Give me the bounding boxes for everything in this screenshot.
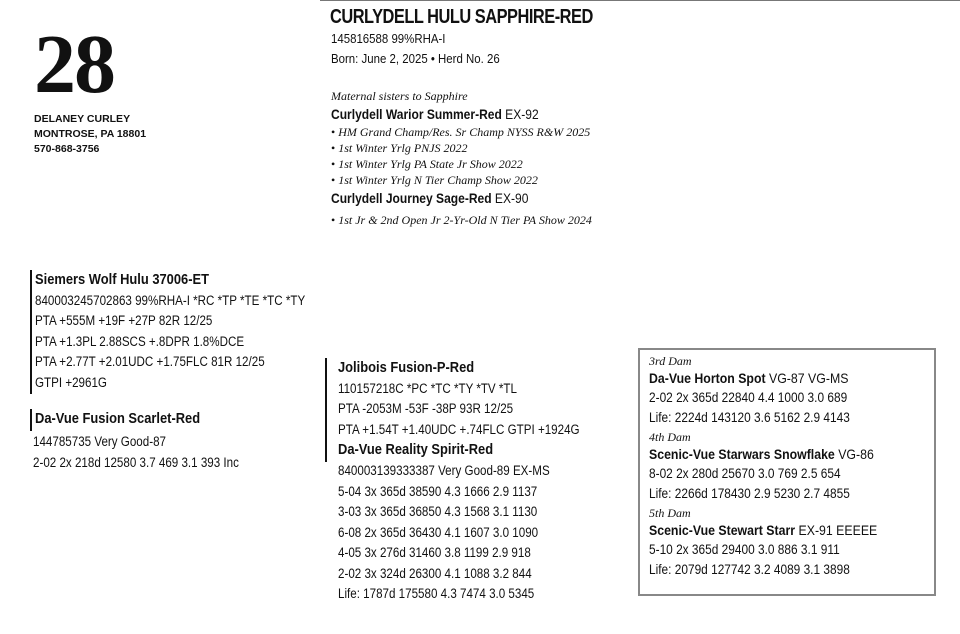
bullet-icon: •: [331, 157, 336, 171]
sister-1-name: [331, 106, 539, 122]
maternal-sisters-header: Maternal sisters to Sapphire: [331, 89, 468, 103]
fourth-dam-name: Scenic-Vue Starwars Snowflake VG-86: [649, 446, 874, 462]
consignor-phone: 570-868-3756: [34, 143, 100, 155]
consignor-block: [34, 112, 146, 157]
sister-1-name-text: Curlydell Warior Summer-Red: [331, 106, 502, 122]
fourth-dam-section: [649, 430, 904, 504]
third-dam-name: Da-Vue Horton Spot VG-87 VG-MS: [649, 370, 849, 386]
third-dam-record: 2-02 2x 365d 22840 4.4 1000 3.0 689: [649, 390, 848, 405]
dam-sire-block: [325, 358, 619, 462]
second-dam-line: 6-08 2x 365d 36430 4.1 1607 3.0 1090: [338, 524, 539, 540]
fifth-dam-name: Scenic-Vue Stewart Starr EX-91 EEEEE: [649, 522, 878, 538]
second-dam-line: Life: 1787d 175580 4.3 7474 3.0 5345: [338, 586, 535, 601]
sire-line: PTA +555M +19F +27P 82R 12/25: [35, 313, 213, 328]
award-item: • 1st Winter Yrlg N Tier Champ Show 2022: [331, 173, 538, 187]
dam-block: [30, 409, 227, 431]
sire-line: 840003245702863 99%RHA-I *RC *TP *TE *TC *TY: [35, 292, 306, 308]
third-dam-label: 3rd Dam: [649, 354, 692, 368]
animal-birth-info: Born: June 2, 2025 • Herd No. 26: [331, 51, 500, 66]
award-item: • 1st Winter Yrlg PA State Jr Show 2022: [331, 157, 523, 171]
fifth-dam-section: [649, 506, 908, 580]
bullet-icon: •: [331, 125, 336, 139]
sire-block: [30, 270, 349, 394]
sire-line: PTA +1.3PL 2.88SCS +.8DPR 1.8%DCE: [35, 333, 245, 349]
second-dam-line: 840003139333387 Very Good-89 EX-MS: [338, 463, 550, 478]
second-dam-details: [338, 461, 584, 605]
consignor-name: DELANEY CURLEY: [34, 113, 131, 125]
sister-2-name: [331, 190, 528, 206]
dam-sire-line: PTA +1.54T +1.40UDC +.74FLC GTPI +1924G: [338, 421, 580, 437]
dam-name: Da-Vue Fusion Scarlet-Red: [35, 410, 201, 427]
sister-2-name-text: Curlydell Journey Sage-Red: [331, 190, 492, 206]
animal-name: CURLYDELL HULU SAPPHIRE-RED: [330, 6, 593, 28]
bullet-icon: •: [331, 173, 336, 187]
sister-2-score: EX-90: [494, 190, 529, 206]
fifth-dam-life: Life: 2079d 127742 3.2 4089 3.1 3898: [649, 562, 850, 577]
sister-1-score: EX-92: [505, 106, 539, 122]
sire-line: GTPI +2961G: [35, 374, 107, 390]
second-dam-name: Da-Vue Reality Spirit-Red: [338, 441, 494, 458]
award-item: • HM Grand Champ/Res. Sr Champ NYSS R&W 2025: [331, 125, 591, 139]
bullet-icon: •: [331, 213, 336, 227]
top-rule: [320, 0, 960, 1]
second-dam-line: 2-02 3x 324d 26300 4.1 1088 3.2 844: [338, 565, 532, 581]
dam-sire-line: PTA -2053M -53F -38P 93R 12/25: [338, 401, 514, 416]
dams-box: [638, 348, 936, 596]
third-dam-life: Life: 2224d 143120 3.6 5162 2.9 4143: [649, 410, 850, 425]
sister-2-awards: [331, 212, 592, 228]
second-dam-line: 4-05 3x 276d 31460 3.8 1199 2.9 918: [338, 545, 531, 560]
fifth-dam-record: 5-10 2x 365d 29400 3.0 886 3.1 911: [649, 542, 840, 557]
award-item: • 1st Winter Yrlg PNJS 2022: [331, 141, 468, 155]
second-dam-line: 5-04 3x 365d 38590 4.3 1666 2.9 1137: [338, 483, 538, 499]
sire-line: PTA +2.77T +2.01UDC +1.75FLC 81R 12/25: [35, 354, 265, 369]
award-item: • 1st Jr & 2nd Open Jr 2-Yr-Old N Tier PA Show 2024: [331, 213, 592, 227]
consignor-address: MONTROSE, PA 18801: [34, 128, 147, 140]
sister-1-awards: [331, 124, 590, 188]
bullet-icon: •: [331, 141, 336, 155]
dam-line: 144785735 Very Good-87: [33, 434, 166, 449]
second-dam-line: 3-03 3x 365d 36850 4.3 1568 3.1 1130: [338, 504, 538, 519]
dam-sire-name: Jolibois Fusion-P-Red: [338, 359, 475, 376]
dam-sire-line: 110157218C *PC *TC *TY *TV *TL: [338, 380, 517, 396]
lot-number: 28: [34, 18, 114, 111]
animal-registration: 145816588 99%RHA-I: [331, 31, 446, 46]
fourth-dam-label: 4th Dam: [649, 430, 691, 444]
fourth-dam-life: Life: 2266d 178430 2.9 5230 2.7 4855: [649, 486, 850, 501]
sire-name: Siemers Wolf Hulu 37006-ET: [35, 271, 209, 288]
third-dam-section: [649, 354, 877, 428]
fifth-dam-label: 5th Dam: [649, 506, 691, 520]
fourth-dam-record: 8-02 2x 280d 25670 3.0 769 2.5 654: [649, 466, 841, 481]
dam-line: 2-02 2x 218d 12580 3.7 469 3.1 393 Inc: [33, 454, 239, 470]
dam-details: [33, 432, 272, 473]
